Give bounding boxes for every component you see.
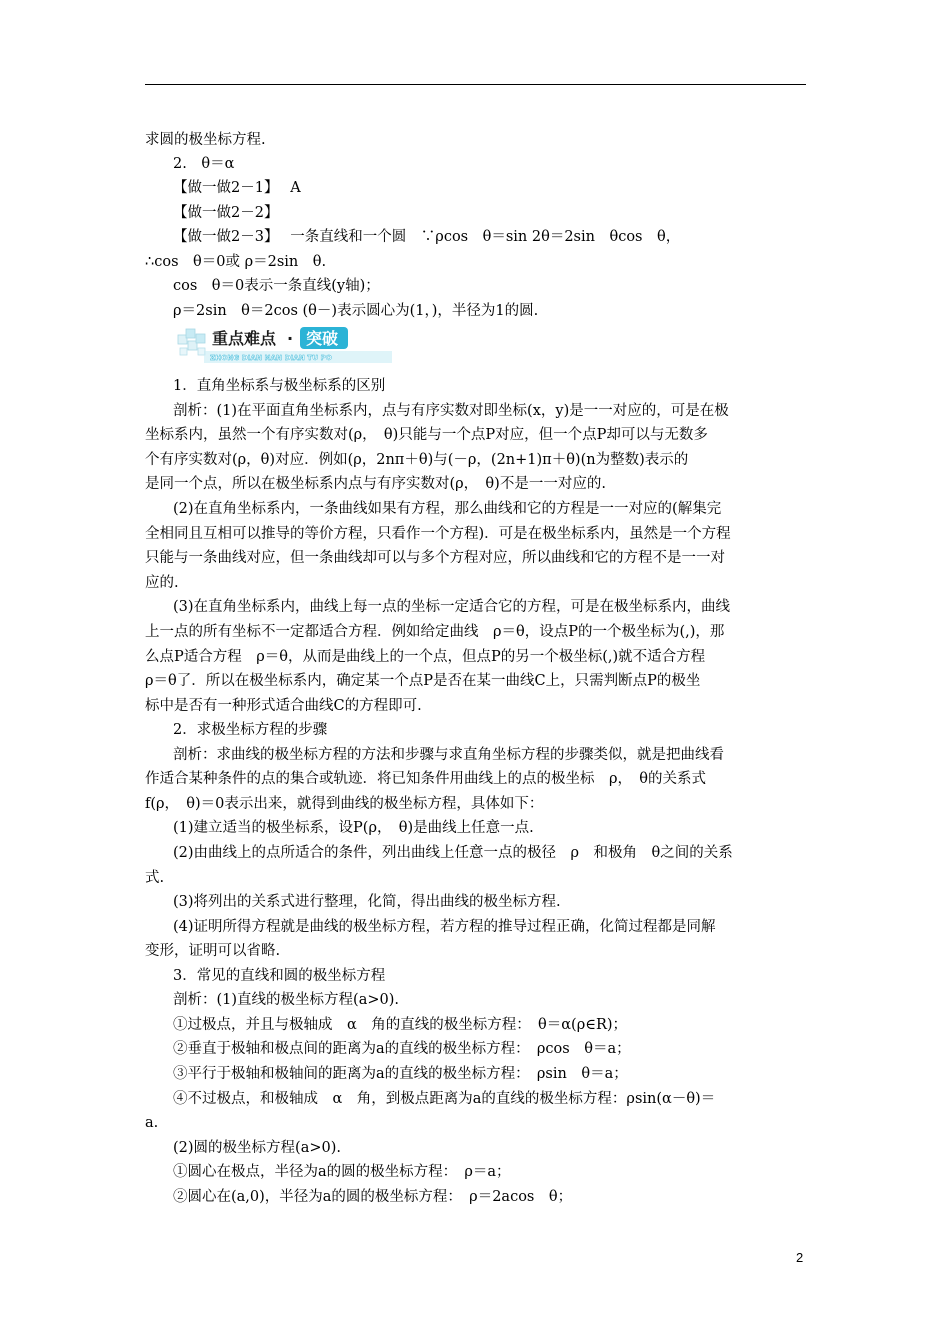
text-line: (2)由曲线上的点所适合的条件，列出曲线上任意一点的极径 ρ 和极角 θ之间的关系 <box>173 845 733 861</box>
text-line: ②圆心在(a,0)，半径为a的圆的极坐标方程： ρ＝2acos θ； <box>173 1189 573 1205</box>
text-line: (2)圆的极坐标方程(a>0). <box>173 1140 341 1156</box>
text-line: 剖析：求曲线的极坐标方程的方法和步骤与求直角坐标方程的步骤类似，就是把曲线看 <box>173 747 724 763</box>
text-line: ρ＝2sin θ＝2cos (θ－)表示圆心为(1，)，半径为1的圆. <box>173 303 539 319</box>
text-line: (3)将列出的关系式进行整理，化简，得出曲线的极坐标方程. <box>173 894 561 910</box>
text-line: ①圆心在极点，半径为a的圆的极坐标方程： ρ＝a； <box>173 1164 511 1180</box>
text-line: 求圆的极坐标方程. <box>145 132 266 148</box>
text-line: 是同一个点，所以在极坐标系内点与有序实数对(ρ， θ)不是一一对应的. <box>145 476 606 492</box>
text-line: a. <box>145 1115 159 1131</box>
text-line: ρ＝θ了．所以在极坐标系内，确定某一个点P是否在某一曲线C上，只需判断点P的极坐 <box>145 673 701 689</box>
text-line: (3)在直角坐标系内，曲线上每一点的坐标一定适合它的方程，可是在极坐标系内，曲线 <box>173 599 731 615</box>
text-line: ②垂直于极轴和极点间的距离为a的直线的极坐标方程： ρcos θ＝a； <box>173 1041 631 1057</box>
text-line: ∴cos θ＝0或 ρ＝2sin θ. <box>145 254 327 270</box>
text-line: 上一点的所有坐标不一定都适合方程．例如给定曲线 ρ＝θ，设点P的一个极坐标为(,)，那 <box>145 624 725 640</box>
header-rule <box>145 84 806 85</box>
text-line: 【做一做2－1】 A <box>173 180 301 196</box>
banner-dot: · <box>287 329 294 348</box>
text-line: 作适合某种条件的点的集合或轨迹．将已知条件用曲线上的点的极坐标 ρ， θ的关系式 <box>145 771 707 787</box>
text-line: 坐标系内，虽然一个有序实数对(ρ， θ)只能与一个点P对应，但一个点P却可以与无数多 <box>145 427 708 443</box>
banner-highlight: 突破 <box>306 329 339 348</box>
cube-logo-icon <box>178 329 205 355</box>
banner-pinyin: ZHONG DIAN NAN DIAN TU PO <box>210 353 332 362</box>
text-line: 全相同且互相可以推导的等价方程，只看作一个方程)．可是在极坐标系内，虽然是一个方程 <box>145 526 731 542</box>
text-line: f(ρ， θ)＝0表示出来，就得到曲线的极坐标方程，具体如下： <box>145 796 544 812</box>
text-line: 只能与一条曲线对应，但一条曲线却可以与多个方程对应，所以曲线和它的方程不是一一对 <box>145 550 725 566</box>
banner-title: 重点难点 <box>212 329 277 348</box>
text-line: (1)建立适当的极坐标系，设P(ρ， θ)是曲线上任意一点. <box>173 820 534 836</box>
section-banner <box>176 321 396 365</box>
text-line: 【做一做2－2】 <box>173 205 279 221</box>
text-line: 式. <box>145 870 165 886</box>
text-line: 剖析：(1)在平面直角坐标系内，点与有序实数对即坐标(x，y)是一一对应的，可是在极 <box>173 403 729 419</box>
text-line: 标中是否有一种形式适合曲线C的方程即可. <box>145 698 422 714</box>
text-line: 3．常见的直线和圆的极坐标方程 <box>173 968 386 984</box>
text-line: 么点P适合方程 ρ＝θ，从而是曲线上的一个点，但点P的另一个极坐标(,)就不适合方程 <box>145 649 706 665</box>
page-number: 2 <box>796 1250 804 1265</box>
text-line: 【做一做2－3】 一条直线和一个圆 ∵ρcos θ＝sin 2θ＝2sin θcos θ， <box>173 229 681 245</box>
text-line: 1．直角坐标系与极坐标系的区别 <box>173 378 386 394</box>
text-line: ④不过极点，和极轴成 α 角，到极点距离为a的直线的极坐标方程：ρsin(α－θ)＝ <box>173 1091 716 1107</box>
text-line: 2. θ＝α <box>173 156 235 172</box>
text-line: (2)在直角坐标系内，一条曲线如果有方程，那么曲线和它的方程是一一对应的(解集完 <box>173 501 722 517</box>
text-line: 变形，证明可以省略. <box>145 943 281 959</box>
text-line: 个有序实数对(ρ，θ)对应．例如(ρ，2nπ＋θ)与(－ρ，(2n+1)π＋θ)(n为整数)表示的 <box>145 452 689 468</box>
text-line: 2．求极坐标方程的步骤 <box>173 722 328 738</box>
text-line: cos θ＝0表示一条直线(y轴)； <box>173 278 380 294</box>
text-line: 剖析：(1)直线的极坐标方程(a>0). <box>173 992 399 1008</box>
text-line: 应的. <box>145 575 179 591</box>
text-line: ①过极点，并且与极轴成 α 角的直线的极坐标方程： θ＝α(ρ∈R)； <box>173 1017 628 1033</box>
text-line: ③平行于极轴和极轴间的距离为a的直线的极坐标方程： ρsin θ＝a； <box>173 1066 628 1082</box>
text-line: (4)证明所得方程就是曲线的极坐标方程，若方程的推导过程正确，化简过程都是同解 <box>173 919 716 935</box>
